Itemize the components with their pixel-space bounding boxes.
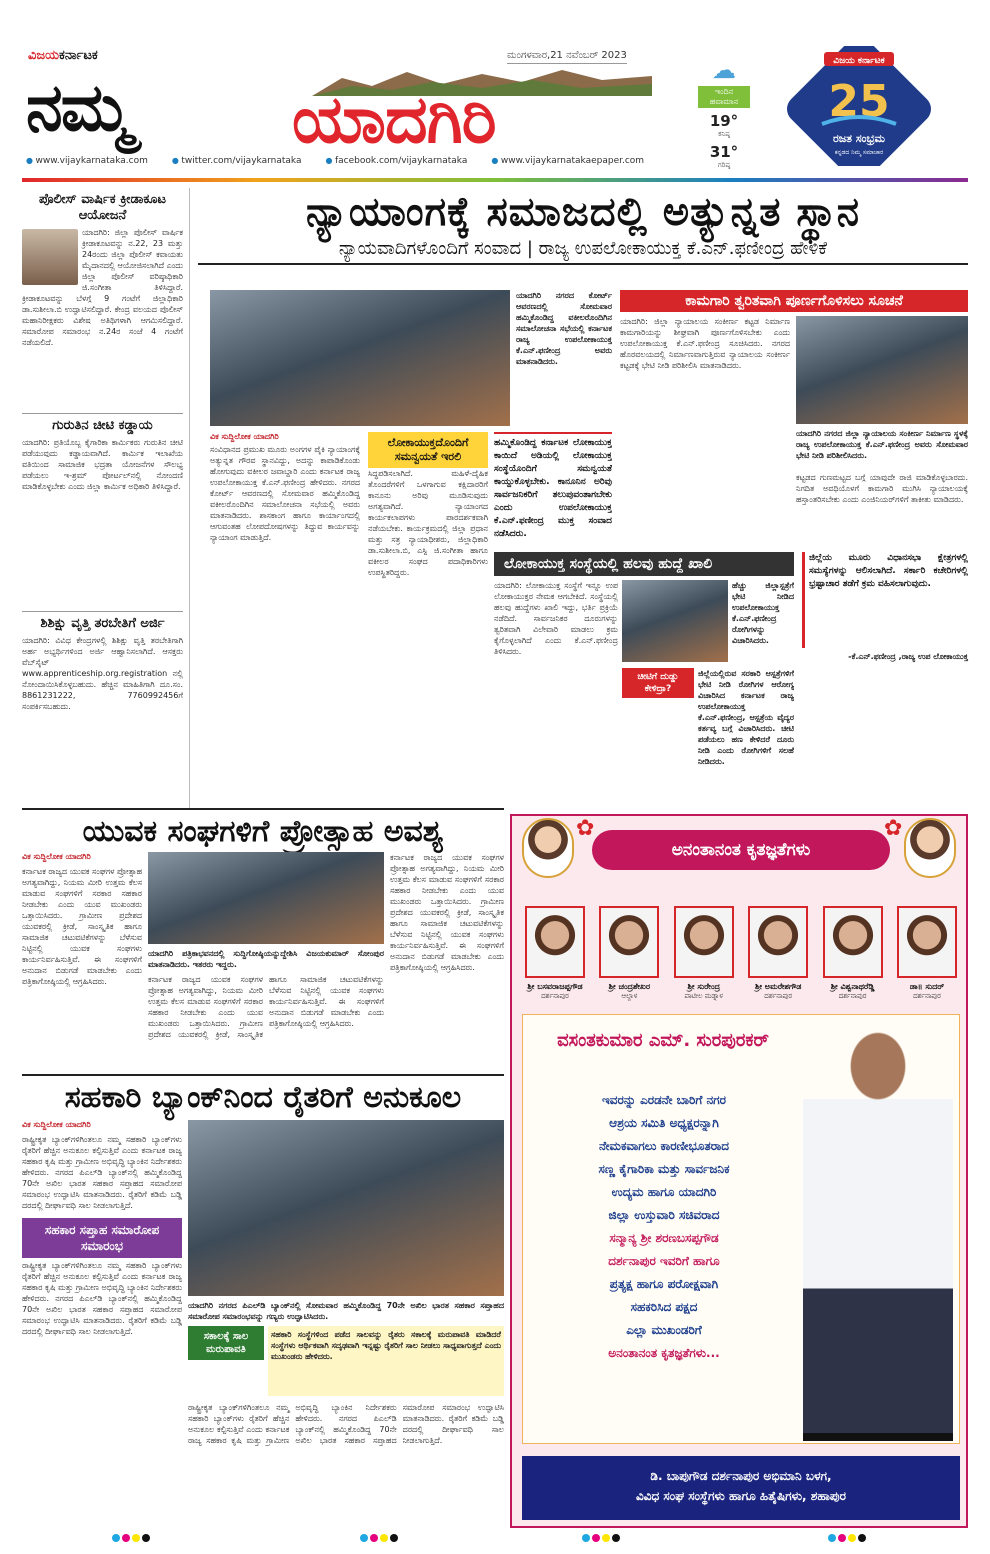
bank-body-col1: ರಾಷ್ಟ್ರೀಕೃತ ಬ್ಯಾಂಕ್‌ಗಳಿಗಿಂತಲೂ ನಮ್ಮ ಸಹಕಾರಿ ಬ್ಯಾಂಕ್‌ಗಳು ರೈತರಿಗೆ ಹೆಚ್ಚಿನ ಅನುಕೂಲ ಕಲ್ಪಿಸುತ್ತಿವೆ ಎಂದು ಕರ್ನಾಟಕ ರಾಜ್ಯ ಸಹಕಾರ ಕೃಷಿ ಮತ್ತು ಗ್ರಾಮೀಣ ಅಭಿವೃದ್ಧಿ ಬ್ಯಾಂಕಿನ ನಿರ್ದೇಶಕರು ಹೇಳಿದರು. ನಗರದ ಪಿಎಲ್‌ಡಿ ಬ್ಯಾಂಕ್‌ನಲ್ಲಿ ಹಮ್ಮಿಕೊಂಡಿದ್ದ 70ನೇ ಅಖಿಲ ಭಾರತ ಸಹಕಾರ ಸಪ್ತಾಹದ ಸಮಾರೋಪ ಸಮಾರಂಭ ಉದ್ಘಾಟಿಸಿ ಮಾತನಾಡಿದರು. ರೈತರಿಗೆ ಕಡಿಮೆ ಬಡ್ಡಿ ದರದಲ್ಲಿ ದೀರ್ಘಾವಧಿ ಸಾಲ ನೀಡಲಾಗುತ್ತಿದೆ.: [22, 1261, 182, 1336]
supporter-name: ಶ್ರೀ ಚಂದ್ರಶೇಖರ: [608, 982, 651, 991]
supporter: [894, 906, 960, 1001]
footer-line: ಡಿ. ಬಾಪುಗೌಡ ದರ್ಶನಾಪುರ ಅಭಿಮಾನಿ ಬಳಗ,: [650, 1469, 832, 1483]
portrait-right: [904, 818, 956, 878]
message-line: ಸನ್ಮಾನ್ಯ ಶ್ರೀ ಶರಣಬಸಪ್ಪಗೌಡ: [609, 1231, 719, 1245]
bank-photo: [188, 1120, 504, 1296]
brand-suffix: ಕರ್ನಾಟಕ: [59, 48, 98, 63]
side-story-body2: ಕಟ್ಟಡದ ಗುಣಮಟ್ಟದ ಬಗ್ಗೆ ಯಾವುದೇ ರಾಜಿ ಮಾಡಿಕೊಳ್ಳಬಾರದು. ನಿಗದಿತ ಅವಧಿಯೊಳಗೆ ಕಾಮಗಾರಿ ಮುಗಿಸಿ ನ್ಯಾಯಾಲಯಕ್ಕೆ ಹಸ್ತಾಂತರಿಸಬೇಕು ಎಂದು ಎಂಜಿನಿಯರ್‌ಗಳಿಗೆ ತಾಕೀತು ಮಾಡಿದರು.: [796, 473, 968, 504]
message-line: ಉದ್ಯಮ ಹಾಗೂ ಯಾದಗಿರಿ: [611, 1185, 717, 1199]
bank-body-col2: ರಾಷ್ಟ್ರೀಕೃತ ಬ್ಯಾಂಕ್‌ಗಳಿಗಿಂತಲೂ ನಮ್ಮ ಸಹಕಾರಿ ಬ್ಯಾಂಕ್‌ಗಳು ರೈತರಿಗೆ ಹೆಚ್ಚಿನ ಅನುಕೂಲ ಕಲ್ಪಿಸುತ್ತಿವೆ ಎಂದು ಕರ್ನಾಟಕ ರಾಜ್ಯ ಸಹಕಾರ ಕೃಷಿ ಮತ್ತು ಗ್ರಾಮೀಣ ಅಭಿವೃದ್ಧಿ ಬ್ಯಾಂಕಿನ ನಿರ್ದೇಶಕರು ಹೇಳಿದರು. ನಗರದ ಪಿಎಲ್‌ಡಿ ಬ್ಯಾಂಕ್‌ನಲ್ಲಿ ಹಮ್ಮಿಕೊಂಡಿದ್ದ 70ನೇ ಅಖಿಲ ಭಾರತ ಸಹಕಾರ ಸಪ್ತಾಹದ ಸಮಾರೋಪ ಸಮಾರಂಭ ಉದ್ಘಾಟಿಸಿ ಮಾತನಾಡಿದರು. ರೈತರಿಗೆ ಕಡಿಮೆ ಬಡ್ಡಿ ದರದಲ್ಲಿ ದೀರ್ಘಾವಧಿ ಸಾಲ ನೀಡಲಾಗುತ್ತಿದೆ.: [188, 1403, 504, 1445]
box-body: ಜಿಲ್ಲೆಯಲ್ಲಿರುವ ಸರಕಾರಿ ಆಸ್ಪತ್ರೆಗಳಿಗೆ ಭೇಟಿ ನೀಡಿ ರೋಗಿಗಳ ಆರೋಗ್ಯ ವಿಚಾರಿಸಿದ ಕರ್ನಾಟಕ ರಾಜ್ಯ ಉಪಲೋಕಾಯುಕ್ತ ಕೆ.ಎನ್.ಫಣೀಂದ್ರ, ಆಸ್ಪತ್ರೆಯ ವೈದ್ಯರ ಕರ್ತವ್ಯ ಬಗ್ಗೆ ವಿಚಾರಿಸಿದರು. ಚೀಟಿ ಪಡೆಯಲು ಹಣ ಕೇಳಿದರೆ ದೂರು ನೀಡಿ ಎಂದು ರೋಗಿಗಳಿಗೆ ಸಲಹೆ ನೀಡಿದರು.: [698, 669, 794, 766]
registration-marks: [828, 1534, 868, 1544]
supporter-place: ದರ್ಶನಾಪುರ: [838, 992, 867, 1000]
youth-byline: ವಿಕ ಸುದ್ದಿಲೋಕ ಯಾದಗಿರಿ: [22, 852, 91, 861]
issue-date: ಮಂಗಳವಾರ,21 ನವೆಂಬರ್ 2023: [507, 50, 627, 64]
message-line: ಸಹಕರಿಸಿದ ಪಕ್ಷದ: [630, 1300, 698, 1314]
side-story-title: ಕಾಮಗಾರಿ ತ್ವರಿತವಾಗಿ ಪೂರ್ಣಗೊಳಿಸಲು ಸೂಚನೆ: [620, 290, 968, 312]
youth-body-col3: ಕರ್ನಾಟಕ ರಾಜ್ಯದ ಯುವಕ ಸಂಘಗಳ ಪ್ರೋತ್ಸಾಹ ಅಗತ್ಯವಾಗಿದ್ದು, ನಿಯಮ ಮೀರಿ ಉತ್ತಮ ಕೆಲಸ ಮಾಡುವ ಸಂಘಗಳಿಗೆ ಸರಕಾರ ಸಹಕಾರ ನೀಡಬೇಕು ಎಂದು ಯುವ ಮುಖಂಡರು ಒತ್ತಾಯಿಸಿದರು. ಗ್ರಾಮೀಣ ಪ್ರದೇಶದ ಯುವಕರಲ್ಲಿ ಕ್ರೀಡೆ, ಸಾಂಸ್ಕೃತಿಕ ಹಾಗೂ ಸಾಮಾಜಿಕ ಚಟುವಟಿಕೆಗಳನ್ನು ಬೆಳೆಸುವ ನಿಟ್ಟಿನಲ್ಲಿ ಯುವಕ ಸಂಘಗಳು ಕಾರ್ಯನಿರ್ವಹಿಸುತ್ತಿವೆ. ಈ ಸಂಘಗಳಿಗೆ ಅನುದಾನ ಬಿಡುಗಡೆ ಮಾಡಬೇಕು ಎಂದು ಪತ್ರಿಕಾಗೋಷ್ಠಿಯಲ್ಲಿ ಆಗ್ರಹಿಸಿದರು.: [390, 853, 504, 972]
brief-title: ಶಿಶಿಕ್ಷು ವೃತ್ತಿ ತರಬೇತಿಗೆ ಅರ್ಜಿ: [40, 616, 165, 631]
lead-story: [198, 188, 968, 265]
pullquote-text: ಹಮ್ಮಿಕೊಂಡಿದ್ದ ಕರ್ನಾಟಕ ಲೋಕಾಯುಕ್ತ ಕಾಯಿದೆ ಅಡಿಯಲ್ಲಿ ಲೋಕಾಯುಕ್ತ ಸಂಸ್ಥೆಯೊಂದಿಗೆ ಸಮನ್ವಯತೆ ಕಾಯ್ದುಕೊಳ್ಳಬೇಕು. ಕಾನೂನಿನ ಅರಿವು ಸಾರ್ವಜನಿಕರಿಗೆ ತಲುಪುವಂತಾಗಬೇಕು ಎಂದು ಉಪಲೋಕಾಯುಕ್ತ ಕೆ.ಎನ್.ಫಣೀಂದ್ರ ಮುಕ್ತ ಸಂವಾದ ನಡೆಸಿದರು.: [494, 432, 612, 542]
anniv-tagline: ಕನ್ನಡದ ನಿಮ್ಮ ಸಮಾಚಾರ: [834, 149, 884, 156]
supporter-name: ಶ್ರೀ ಬಸವರಾಜಪ್ಪಗೌಡ: [527, 982, 583, 991]
side-story-photo: [796, 316, 968, 424]
masthead-title-left: ನಮ್ಮ: [26, 68, 131, 146]
newspaper-page: [22, 28, 968, 1528]
supporter-photo: [525, 906, 585, 978]
registration-marks: [112, 1534, 152, 1544]
lead-body-col2: ಸಿದ್ಧಪಡಿಸಲಾಗಿದೆ. ಮಹಿಳೆ-ದೈಹಿಕ ತೊಂದರೆಗಳಿಗೆ ಒಳಗಾಗುವ ಕಕ್ಷಿದಾರರಿಗೆ ಕಾನೂನು ಅರಿವು ಮೂಡಿಸುವುದು ಅಗತ್ಯವಾಗಿದೆ. ನ್ಯಾಯಾಂಗದ ಕಾರ್ಯಕಲಾಪಗಳು ಪಾರದರ್ಶಕವಾಗಿ ನಡೆಯಬೇಕು. ಕಾರ್ಯಕ್ರಮದಲ್ಲಿ ಜಿಲ್ಲಾ ಪ್ರಧಾನ ಮತ್ತು ಸತ್ರ ನ್ಯಾಯಾಧೀಶರು, ಜಿಲ್ಲಾಧಿಕಾರಿ ಡಾ.ಸುಶೀಲಾ.ಬಿ, ಎಸ್ಪಿ ಜಿ.ಸಂಗೀತಾ ಹಾಗೂ ವಕೀಲರ ಸಂಘದ ಪದಾಧಿಕಾರಿಗಳು ಉಪಸ್ಥಿತರಿದ್ದರು.: [368, 469, 488, 577]
supporter-place: ದರ್ಶನಾಪುರ: [764, 992, 793, 1000]
brand-prefix: ವಿಜಯ: [28, 48, 60, 63]
advert-message-panel: [522, 1014, 960, 1444]
lead-body-col1: ಸಂವಿಧಾನದ ಪ್ರಮುಖ ಮೂರು ಅಂಗಗಳ ಪೈಕಿ ನ್ಯಾಯಾಂಗಕ್ಕೆ ಅತ್ಯುನ್ನತ ಗೌರವ ಸ್ಥಾನವಿದ್ದು, ಅದನ್ನು ಕಾಪಾಡಿಕೊಂಡು ಹೋಗುವುದು ವಕೀಲರ ಜವಾಬ್ದಾರಿ ಎಂದು ಕರ್ನಾಟಕ ರಾಜ್ಯ ಉಪಲೋಕಾಯುಕ್ತ ಕೆ.ಎನ್.ಫಣೀಂದ್ರ ಹೇಳಿದರು. ನಗರದ ಕೋರ್ಟ್ ಆವರಣದಲ್ಲಿ ಸೋಮವಾರ ಹಮ್ಮಿಕೊಂಡಿದ್ದ ವಕೀಲರೊಂದಿಗಿನ ಸಮಾಲೋಚನಾ ಸಭೆಯಲ್ಲಿ ಅವರು ಮಾತನಾಡಿದರು. ಶಾಸಕಾಂಗ ಹಾಗೂ ಕಾರ್ಯಾಂಗದಲ್ಲಿ ಆಗುವಂತಹ ಲೋಪದೋಷಗಳನ್ನು ತಿದ್ದುವ ಕಾರ್ಯವನ್ನು ನ್ಯಾಯಾಂಗ ಮಾಡುತ್ತಿದೆ.: [210, 445, 360, 542]
officer-photo: [22, 229, 78, 285]
flower-icon: ✿: [576, 816, 595, 841]
masthead-links: [26, 156, 646, 166]
message-line: ಪ್ರತ್ಯಕ್ಷ ಹಾಗೂ ಪರೋಕ್ಷವಾಗಿ: [609, 1277, 719, 1291]
brand-small: [28, 48, 98, 63]
portrait-left: [522, 818, 574, 878]
temp-min: 19°: [709, 112, 739, 130]
supporter-place: ದರ್ಶನಾಪುರ: [913, 992, 941, 1000]
supporter: [522, 906, 588, 1001]
youth-body-col2: ಕರ್ನಾಟಕ ರಾಜ್ಯದ ಯುವಕ ಸಂಘಗಳ ಪ್ರೋತ್ಸಾಹ ಅಗತ್ಯವಾಗಿದ್ದು, ನಿಯಮ ಮೀರಿ ಉತ್ತಮ ಕೆಲಸ ಮಾಡುವ ಸಂಘಗಳಿಗೆ ಸರಕಾರ ಸಹಕಾರ ನೀಡಬೇಕು ಎಂದು ಯುವ ಮುಖಂಡರು ಒತ್ತಾಯಿಸಿದರು. ಗ್ರಾಮೀಣ ಪ್ರದೇಶದ ಯುವಕರಲ್ಲಿ ಕ್ರೀಡೆ, ಸಾಂಸ್ಕೃತಿಕ ಹಾಗೂ ಸಾಮಾಜಿಕ ಚಟುವಟಿಕೆಗಳನ್ನು ಬೆಳೆಸುವ ನಿಟ್ಟಿನಲ್ಲಿ ಯುವಕ ಸಂಘಗಳು ಕಾರ್ಯನಿರ್ವಹಿಸುತ್ತಿವೆ. ಈ ಸಂಘಗಳಿಗೆ ಅನುದಾನ ಬಿಡುಗಡೆ ಮಾಡಬೇಕು ಎಂದು ಪತ್ರಿಕಾಗೋಷ್ಠಿಯಲ್ಲಿ ಆಗ್ರಹಿಸಿದರು.: [148, 975, 384, 1039]
youth-body-col1: ಕರ್ನಾಟಕ ರಾಜ್ಯದ ಯುವಕ ಸಂಘಗಳ ಪ್ರೋತ್ಸಾಹ ಅಗತ್ಯವಾಗಿದ್ದು, ನಿಯಮ ಮೀರಿ ಉತ್ತಮ ಕೆಲಸ ಮಾಡುವ ಸಂಘಗಳಿಗೆ ಸರಕಾರ ಸಹಕಾರ ನೀಡಬೇಕು ಎಂದು ಯುವ ಮುಖಂಡರು ಒತ್ತಾಯಿಸಿದರು. ಗ್ರಾಮೀಣ ಪ್ರದೇಶದ ಯುವಕರಲ್ಲಿ ಕ್ರೀಡೆ, ಸಾಂಸ್ಕೃತಿಕ ಹಾಗೂ ಸಾಮಾಜಿಕ ಚಟುವಟಿಕೆಗಳನ್ನು ಬೆಳೆಸುವ ನಿಟ್ಟಿನಲ್ಲಿ ಯುವಕ ಸಂಘಗಳು ಕಾರ್ಯನಿರ್ವಹಿಸುತ್ತಿವೆ. ಈ ಸಂಘಗಳಿಗೆ ಅನುದಾನ ಬಿಡುಗಡೆ ಮಾಡಬೇಕು ಎಂದು ಪತ್ರಿಕಾಗೋಷ್ಠಿಯಲ್ಲಿ ಆಗ್ರಹಿಸಿದರು.: [22, 867, 142, 986]
brief-body: [22, 227, 183, 409]
supporter: [745, 906, 811, 1001]
facebook-link[interactable]: ● facebook.com/vijaykarnataka: [325, 156, 467, 166]
color-rule: [22, 178, 968, 182]
box-title: ಚೀಟಿಗೆ ದುಡ್ಡು ಕೇಳಿದ್ರಾ?: [622, 668, 694, 698]
hospital-photo: [622, 580, 728, 662]
anniv-brand: ವಿಜಯ ಕರ್ನಾಟಕ: [833, 56, 885, 66]
advert-message: [533, 1089, 795, 1365]
side-story-caption: ಯಾದಗಿರಿ ನಗರದ ಜಿಲ್ಲಾ ನ್ಯಾಯಾಲಯ ಸಂಕೀರ್ಣ ನಿರ್ಮಾಣ ಸ್ಥಳಕ್ಕೆ ರಾಜ್ಯ ಉಪಲೋಕಾಯುಕ್ತ ಕೆ.ಎನ್.ಫಣೀಂದ್ರ ಅವರು ಸೋಮವಾರ ಭೇಟಿ ನೀಡಿ ಪರಿಶೀಲಿಸಿದರು.: [796, 429, 968, 460]
anniversary-logo: [784, 46, 934, 166]
bank-intro: ರಾಷ್ಟ್ರೀಕೃತ ಬ್ಯಾಂಕ್‌ಗಳಿಗಿಂತಲೂ ನಮ್ಮ ಸಹಕಾರಿ ಬ್ಯಾಂಕ್‌ಗಳು ರೈತರಿಗೆ ಹೆಚ್ಚಿನ ಅನುಕೂಲ ಕಲ್ಪಿಸುತ್ತಿವೆ ಎಂದು ಕರ್ನಾಟಕ ರಾಜ್ಯ ಸಹಕಾರ ಕೃಷಿ ಮತ್ತು ಗ್ರಾಮೀಣ ಅಭಿವೃದ್ಧಿ ಬ್ಯಾಂಕಿನ ನಿರ್ದೇಶಕರು ಹೇಳಿದರು. ನಗರದ ಪಿಎಲ್‌ಡಿ ಬ್ಯಾಂಕ್‌ನಲ್ಲಿ ಹಮ್ಮಿಕೊಂಡಿದ್ದ 70ನೇ ಅಖಿಲ ಭಾರತ ಸಹಕಾರ ಸಪ್ತಾಹದ ಸಮಾರೋಪ ಸಮಾರಂಭ ಉದ್ಘಾಟಿಸಿ ಮಾತನಾಡಿದರು. ರೈತರಿಗೆ ಕಡಿಮೆ ಬಡ್ಡಿ ದರದಲ್ಲಿ ದೀರ್ಘಾವಧಿ ಸಾಲ ನೀಡಲಾಗುತ್ತಿದೆ.: [22, 1135, 182, 1210]
supporter-name: ಶ್ರೀ ಸುರೇಂದ್ರ: [687, 982, 721, 991]
lead-byline: ವಿಕ ಸುದ್ದಿಲೋಕ ಯಾದಗಿರಿ: [210, 432, 279, 441]
advert-footer: [522, 1456, 960, 1520]
weather-widget: [698, 56, 750, 176]
masthead: [22, 28, 968, 178]
youth-photo: [148, 852, 384, 944]
supporter: [820, 906, 886, 1001]
brief-title: ಪೊಲೀಸ್ ವಾರ್ಷಿಕ ಕ್ರೀಡಾಕೂಟ ಆಯೋಜನೆ: [39, 192, 166, 223]
epaper-link[interactable]: ● www.vijaykarnatakaepaper.com: [491, 156, 644, 166]
brief-text: ಯಾದಗಿರಿ: ಜಿಲ್ಲಾ ಪೊಲೀಸ್ ವಾರ್ಷಿಕ ಕ್ರೀಡಾಕೂಟವನ್ನು ನ.22, 23 ಮತ್ತು 24ರಂದು ಜಿಲ್ಲಾ ಪೊಲೀಸ್ ಕವಾಯತು ಮೈದಾನದಲ್ಲಿ ಆಯೋಜಿಸಲಾಗಿದೆ ಎಂದು ಜಿಲ್ಲಾ ಪೊಲೀಸ್ ವರಿಷ್ಠಾಧಿಕಾರಿ ಜಿ.ಸಂಗೀತಾ ತಿಳಿಸಿದ್ದಾರೆ. ಕ್ರೀಡಾಕೂಟವನ್ನು ಬೆಳಗ್ಗೆ 9 ಗಂಟೆಗೆ ಜಿಲ್ಲಾಧಿಕಾರಿ ಡಾ.ಸುಶೀಲಾ.ಬಿ ಉದ್ಘಾಟಿಸಲಿದ್ದಾರೆ. ಕೇಂದ್ರ ವಲಯದ ಪೊಲೀಸ್ ಮಹಾನಿರೀಕ್ಷಕರು ವಿಶೇಷ ಅತಿಥಿಗಳಾಗಿ ಆಗಮಿಸಲಿದ್ದಾರೆ. ಸಮಾರೋಪ ಸಮಾರಂಭ ನ.24ರ ಸಂಜೆ 4 ಗಂಟೆಗೆ ನಡೆಯಲಿದೆ.: [22, 228, 183, 347]
brief-body: ಯಾದಗಿರಿ: ಪ್ರತಿಯೊಬ್ಬ ಕೈಗಾರಿಕಾ ಕಾರ್ಮಿಕರು ಗುರುತಿನ ಚೀಟಿ ಪಡೆಯುವುದು ಕಡ್ಡಾಯವಾಗಿದೆ. ಕಾರ್ಮಿಕ ಇಲಾಖೆಯ ವತಿಯಿಂದ ಸಾಮಾಜಿಕ ಭದ್ರತಾ ಯೋಜನೆಗಳ ಸೌಲಭ್ಯ ಪಡೆಯಲು ಇ-ಶ್ರಮ್ ಪೋರ್ಟಲ್‌ನಲ್ಲಿ ನೋಂದಣಿ ಮಾಡಿಕೊಳ್ಳಬೇಕು ಎಂದು ಜಿಲ್ಲಾ ಕಾರ್ಮಿಕ ಅಧಿಕಾರಿ ತಿಳಿಸಿದ್ದಾರೆ.: [22, 438, 183, 491]
quote-author: -ಕೆ.ಎನ್.ಫಣೀಂದ್ರ ,ರಾಜ್ಯ ಉಪ ಲೋಕಾಯುಕ್ತ: [848, 652, 968, 661]
temp-min-label: ಕನಿಷ್ಠ: [718, 130, 730, 138]
vacancy-body: ಯಾದಗಿರಿ: ಲೋಕಾಯುಕ್ತ ಸಂಸ್ಥೆಗೆ ಇನ್ನೂ ಉಪ ಲೋಕಾಯುಕ್ತರ ನೇಮಕ ಆಗಬೇಕಿದೆ. ಸಂಸ್ಥೆಯಲ್ಲಿ ಹಲವು ಹುದ್ದೆಗಳು ಖಾಲಿ ಇದ್ದು, ಭರ್ತಿ ಪ್ರಕ್ರಿಯೆ ನಡೆದಿದೆ. ಸಾರ್ವಜನಿಕರ ದೂರುಗಳನ್ನು ತ್ವರಿತವಾಗಿ ವಿಲೇವಾರಿ ಮಾಡಲು ಕ್ರಮ ಕೈಗೊಳ್ಳಲಾಗಿದೆ ಎಂದು ಕೆ.ಎನ್.ಫಣೀಂದ್ರ ತಿಳಿಸಿದರು.: [494, 581, 618, 656]
masthead-title-right: ಯಾದಗಿರಿ: [292, 80, 496, 158]
bank-box-title: ಸಕಾಲಕ್ಕೆ ಸಾಲ ಮರುಪಾವತಿ: [188, 1326, 264, 1360]
honoree-name: ವಸಂತಕುಮಾರ ಎಮ್. ಸುರಪುರಕರ್: [557, 1030, 769, 1051]
divider: [22, 611, 183, 612]
rain-cloud-icon: ☁: [712, 56, 736, 84]
bank-headline: ಸಹಕಾರಿ ಬ್ಯಾಂಕ್‌ನಿಂದ ರೈತರಿಗೆ ಅನುಕೂಲ: [22, 1074, 504, 1115]
youth-caption: ಯಾದಗಿರಿ ಪತ್ರಿಕಾಭವನದಲ್ಲಿ ಸುದ್ದಿಗೋಷ್ಠಿಯನ್ನುದ್ದೇಶಿಸಿ ವಿಜಯಕುಮಾರ್ ಸೋಂಪುರ ಮಾತನಾಡಿದರು. ಇತರರು ಇದ್ದರು.: [148, 949, 384, 969]
message-line: ಜಿಲ್ಲಾ ಉಸ್ತುವಾರಿ ಸಚಿವರಾದ: [608, 1208, 720, 1222]
message-line: ಎಲ್ಲಾ ಮುಖಂಡರಿಗೆ: [626, 1323, 702, 1337]
vacancy-title: ಲೋಕಾಯುಕ್ತ ಸಂಸ್ಥೆಯಲ್ಲಿ ಹಲವು ಹುದ್ದೆ ಖಾಲಿ: [494, 552, 794, 576]
supporter: [596, 906, 662, 1001]
lead-headline: ನ್ಯಾಯಾಂಗಕ್ಕೆ ಸಮಾಜದಲ್ಲಿ ಅತ್ಯುನ್ನತ ಸ್ಥಾನ: [305, 189, 861, 235]
message-line: ಆಶ್ರಯ ಸಮಿತಿ ಅಧ್ಯಕ್ಷರನ್ನಾಗಿ: [609, 1116, 719, 1130]
lead-photo-caption: ಯಾದಗಿರಿ ನಗರದ ಕೋರ್ಟ್ ಆವರಣದಲ್ಲಿ ಸೋಮವಾರ ಹಮ್ಮಿಕೊಂಡಿದ್ದ ವಕೀಲರೊಂದಿಗಿನ ಸಮಾಲೋಚನಾ ಸಭೆಯಲ್ಲಿ ಕರ್ನಾಟಕ ರಾಜ್ಯ ಉಪಲೋಕಾಯುಕ್ತ ಕೆ.ಎನ್.ಫಣೀಂದ್ರ ಅವರು ಮಾತನಾಡಿದರು.: [516, 291, 612, 366]
website-link[interactable]: ● www.vijaykarnataka.com: [26, 156, 148, 166]
anniv-label: ರಜತ ಸಂಭ್ರಮ: [832, 132, 886, 145]
bank-box-body: ಸಹಕಾರಿ ಸಂಸ್ಥೆಗಳಿಂದ ಪಡೆದ ಸಾಲವನ್ನು ರೈತರು ಸಕಾಲಕ್ಕೆ ಮರುಪಾವತಿ ಮಾಡಿದರೆ ಸಂಸ್ಥೆಗಳು ಆರ್ಥಿಕವಾಗಿ ಸದೃಢವಾಗಿ ಇನ್ನಷ್ಟು ರೈತರಿಗೆ ಸಾಲ ನೀಡಲು ಸಾಧ್ಯವಾಗುತ್ತದೆ ಎಂದು ಮುಖಂಡರು ಹೇಳಿದರು.: [268, 1326, 504, 1396]
divider: [22, 413, 183, 414]
registration-marks: [360, 1534, 400, 1544]
supporter-name: ಶ್ರೀ ವಿಶ್ವನಾಥರೆಡ್ಡಿ: [830, 982, 875, 991]
supporter-place: ಪಾಟೀಲ ಮಡ್ನಾಳ: [684, 992, 724, 1000]
message-line: ಇವರನ್ನು ಎರಡನೇ ಬಾರಿಗೆ ನಗರ: [601, 1093, 727, 1107]
message-line: ದರ್ಶನಾಪುರ ಇವರಿಗೆ ಹಾಗೂ: [608, 1254, 720, 1268]
temp-max-label: ಗರಿಷ್ಠ: [717, 161, 731, 169]
supporter-photo: [674, 906, 734, 978]
temp-max: 31°: [709, 143, 739, 161]
supporter-photo: [599, 906, 659, 978]
left-briefs-column: [22, 188, 190, 808]
advert-title: ಅನಂತಾನಂತ ಕೃತಜ್ಞತೆಗಳು: [592, 830, 890, 870]
supporter-place: ಆಲ್ದಾಳ: [621, 992, 638, 1000]
bank-caption: ಯಾದಗಿರಿ ನಗರದ ಪಿಎಲ್‌ಡಿ ಬ್ಯಾಂಕ್‌ನಲ್ಲಿ ಸೋಮವಾರ ಹಮ್ಮಿಕೊಂಡಿದ್ದ 70ನೇ ಅಖಿಲ ಭಾರತ ಸಹಕಾರ ಸಪ್ತಾಹದ ಸಮಾರೋಪ ಸಮಾರಂಭವನ್ನು ಗಣ್ಯರು ಉದ್ಘಾಟಿಸಿದರು.: [188, 1301, 504, 1321]
weather-tag: ಇಂದಿನ ಹವಾಮಾನ: [698, 86, 750, 108]
bank-section-label: ಸಹಕಾರ ಸಪ್ತಾಹ ಸಮಾರೋಪ ಸಮಾರಂಭ: [22, 1218, 182, 1258]
supporter-photo: [748, 906, 808, 978]
lead-subhead: ನ್ಯಾಯವಾದಿಗಳೊಂದಿಗೆ ಸಂವಾದ | ರಾಜ್ಯ ಉಪಲೋಕಾಯುಕ್ತ ಕೆ.ಎನ್.ಫಣೀಂದ್ರ ಹೇಳಿಕೆ: [198, 238, 968, 265]
bank-byline: ವಿಕ ಸುದ್ದಿಲೋಕ ಯಾದಗಿರಿ: [22, 1120, 91, 1129]
message-line: ಅನಂತಾನಂತ ಕೃತಜ್ಞತೆಗಳು...: [608, 1346, 720, 1360]
pullquote-title: ಲೋಕಾಯುಕ್ತದೊಂದಿಗೆ ಸಮನ್ವಯತೆ ಇರಲಿ: [368, 432, 488, 468]
supporter: [671, 906, 737, 1001]
flower-icon: ✿: [884, 816, 903, 841]
supporter-place: ದರ್ಶನಾಪುರ: [541, 992, 569, 1000]
supporter-name: ಡಾ॥ ಸುದರ್: [909, 982, 945, 991]
brief-body: ಯಾದಗಿರಿ: ವಿವಿಧ ಕೇಂದ್ರಗಳಲ್ಲಿ ಶಿಶಿಕ್ಷು ವೃತ್ತಿ ತರಬೇತಿಗಾಗಿ ಅರ್ಹ ಅಭ್ಯರ್ಥಿಗಳಿಂದ ಅರ್ಜಿ ಆಹ್ವಾನಿಸಲಾಗಿದೆ. ಆಸಕ್ತರು ವೆಬ್‌ಸೈಟ್ www.apprenticeship.org.registration ನಲ್ಲಿ ನೋಂದಾಯಿಸಿಕೊಳ್ಳಬಹುದು. ಹೆಚ್ಚಿನ ಮಾಹಿತಿಗಾಗಿ ದೂ.ಸಂ. 8861231222, 7760992456ಗೆ ಸಂಪರ್ಕಿಸಬಹುದು.: [22, 636, 183, 711]
registration-marks: [582, 1534, 622, 1544]
anniv-number: 25: [828, 76, 890, 127]
honoree-photo: [803, 1029, 953, 1441]
twitter-link[interactable]: ● twitter.com/vijaykarnataka: [172, 156, 302, 166]
footer-line: ವಿವಿಧ ಸಂಘ ಸಂಸ್ಥೆಗಳು ಹಾಗೂ ಹಿತೈಷಿಗಳು, ಶಹಾಪುರ: [636, 1489, 846, 1503]
lead-photo: [210, 290, 510, 426]
message-line: ಸಣ್ಣ ಕೈಗಾರಿಕಾ ಮತ್ತು ಸಾರ್ವಜನಿಕ: [598, 1162, 730, 1176]
side-story-body: ಯಾದಗಿರಿ: ಜಿಲ್ಲಾ ನ್ಯಾಯಾಲಯ ಸಂಕೀರ್ಣ ಕಟ್ಟಡ ನಿರ್ಮಾಣ ಕಾಮಗಾರಿಯನ್ನು ಶೀಘ್ರವಾಗಿ ಪೂರ್ಣಗೊಳಿಸಬೇಕು ಎಂದು ಉಪಲೋಕಾಯುಕ್ತ ಕೆ.ಎನ್.ಫಣೀಂದ್ರ ಸೂಚಿಸಿದರು. ನಗರದ ಹೊರವಲಯದಲ್ಲಿ ನಿರ್ಮಾಣವಾಗುತ್ತಿರುವ ನ್ಯಾಯಾಲಯ ಸಂಕೀರ್ಣ ಕಟ್ಟಡಕ್ಕೆ ಭೇಟಿ ನೀಡಿ ಪರಿಶೀಲಿಸಿ ಮಾತನಾಡಿದರು.: [620, 317, 790, 370]
supporter-photo: [897, 906, 957, 978]
hospital-caption: ಹೆಚ್ಚು ಜಿಲ್ಲಾಸ್ಪತ್ರೆಗೆ ಭೇಟಿ ನೀಡಿದ ಉಪಲೋಕಾಯುಕ್ತ ಕೆ.ಎನ್.ಫಣೀಂದ್ರ ರೋಗಿಗಳನ್ನು ವಿಚಾರಿಸಿದರು.: [732, 581, 794, 645]
supporters-row: [522, 906, 960, 1001]
message-line: ನೇಮಕವಾಗಲು ಕಾರಣೀಭೂತರಾದ: [598, 1139, 730, 1153]
supporter-photo: [823, 906, 883, 978]
vacancy-quote: ಜಿಲ್ಲೆಯ ಮೂರು ವಿಧಾನಸಭಾ ಕ್ಷೇತ್ರಗಳಲ್ಲಿ ಸಮಸ್ಯೆಗಳನ್ನು ಆಲಿಸಲಾಗಿದೆ. ಸರ್ಕಾರಿ ಕಚೇರಿಗಳಲ್ಲಿ ಭ್ರಷ್ಟಾಚಾರ ತಡೆಗೆ ಕ್ರಮ ವಹಿಸಲಾಗುವುದು.: [802, 552, 968, 648]
youth-headline: ಯುವಕ ಸಂಘಗಳಿಗೆ ಪ್ರೋತ್ಸಾಹ ಅವಶ್ಯ: [22, 808, 504, 849]
thank-you-advert: [510, 814, 968, 1528]
supporter-name: ಶ್ರೀ ಅಮರೇಶಗೌಡ: [754, 982, 802, 991]
brief-title: ಗುರುತಿನ ಚೀಟಿ ಕಡ್ಡಾಯ: [52, 418, 153, 433]
